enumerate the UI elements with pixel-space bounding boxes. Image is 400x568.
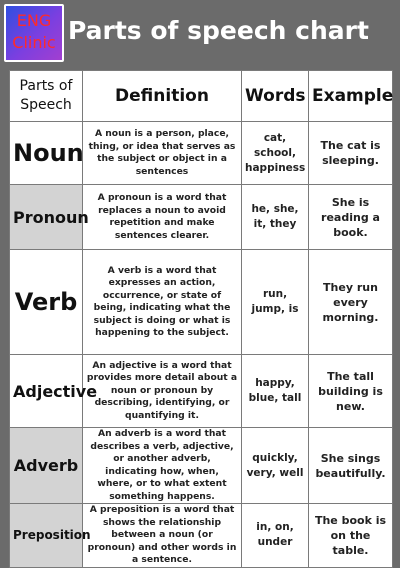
example-cell: They run every morning. — [309, 250, 393, 355]
column-header-example: Example — [309, 71, 393, 122]
logo-line-1: ENG — [16, 11, 52, 30]
eng-clinic-logo — [4, 4, 64, 62]
words-cell: quickly, very, well — [242, 428, 309, 504]
header-bar — [0, 0, 400, 68]
pos-cell: Preposition — [10, 504, 83, 568]
column-header-words: Words — [242, 71, 309, 122]
words-cell: run, jump, is — [242, 250, 309, 355]
pos-cell: Adverb — [10, 428, 83, 504]
table-row-adjective — [10, 355, 393, 428]
definition-cell: An adjective is a word that provides more detail about a noun or pronoun by describing, identifying, or quantifying it. — [83, 355, 242, 428]
logo-line-2: Clinic — [12, 33, 56, 52]
definition-cell: A verb is a word that expresses an action, occurrence, or state of being, indicating what the subject is doing or what is happening to the subject. — [83, 250, 242, 355]
page-title: Parts of speech chart — [68, 16, 369, 45]
pos-cell: Noun — [10, 122, 83, 185]
example-cell: The tall building is new. — [309, 355, 393, 428]
example-cell: She sings beautifully. — [309, 428, 393, 504]
example-cell: The cat is sleeping. — [309, 122, 393, 185]
words-cell: in, on, under — [242, 504, 309, 568]
definition-cell: An adverb is a word that describes a verb, adjective, or another adverb, indicating how, when, where, or to what extent something happens. — [83, 428, 242, 504]
words-cell: happy, blue, tall — [242, 355, 309, 428]
table-row-adverb — [10, 428, 393, 504]
definition-cell: A preposition is a word that shows the relationship between a noun (or pronoun) and other words in a sentence. — [83, 504, 242, 568]
definition-cell: A noun is a person, place, thing, or idea that serves as the subject or object in a sentences — [83, 122, 242, 185]
column-header-parts-of-speech: Parts of Speech — [10, 71, 83, 122]
parts-of-speech-table — [9, 70, 392, 568]
table-row-pronoun — [10, 185, 393, 250]
pos-cell: Verb — [10, 250, 83, 355]
words-cell: cat, school, happiness — [242, 122, 309, 185]
table-row-preposition — [10, 504, 393, 568]
words-cell: he, she, it, they — [242, 185, 309, 250]
example-cell: The book is on the table. — [309, 504, 393, 568]
table-row-noun — [10, 122, 393, 185]
table-header-row — [10, 71, 393, 122]
pos-cell: Adjective — [10, 355, 83, 428]
definition-cell: A pronoun is a word that replaces a noun to avoid repetition and make sentences clearer. — [83, 185, 242, 250]
column-header-definition: Definition — [83, 71, 242, 122]
table-row-verb — [10, 250, 393, 355]
example-cell: She is reading a book. — [309, 185, 393, 250]
pos-cell: Pronoun — [10, 185, 83, 250]
